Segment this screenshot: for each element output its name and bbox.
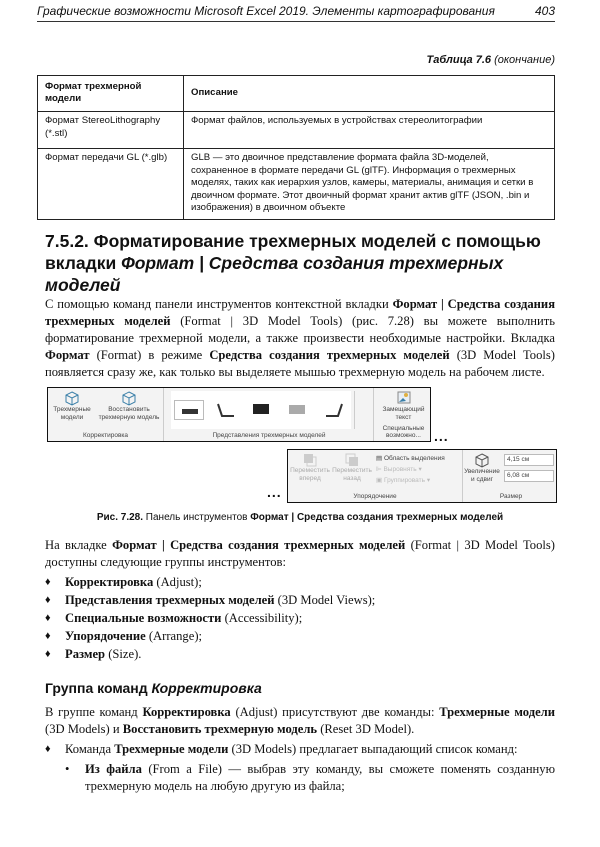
view-thumbnail[interactable] (174, 400, 204, 420)
label: Область выделения (383, 455, 445, 462)
text-bold: Средства создания трехмерных моделей (209, 348, 450, 362)
table-cell: Формат StereoLithography (*.stl) (38, 112, 184, 149)
text-bold: Специальные возможности (65, 611, 222, 625)
text-bold: Трехмерные модели (114, 742, 229, 756)
height-value: 4,15 см (507, 456, 530, 463)
bring-forward-button[interactable] (290, 453, 330, 483)
table-note: (окончание) (494, 54, 555, 66)
page-number: 403 (534, 4, 555, 18)
list-item (45, 627, 555, 645)
text: Группа команд (45, 680, 152, 696)
width-value: 6,08 см (507, 472, 530, 479)
list-item (45, 573, 555, 591)
text: В группе команд (45, 705, 143, 719)
text-bold: Из файла (85, 762, 142, 776)
section-title: 7.5.2. Форматирование трехмерных моделей с помощью вкладки (45, 231, 541, 273)
label: Замещающий текст (382, 406, 425, 421)
table-row (38, 149, 555, 220)
label: Переместить вперед (290, 467, 330, 482)
selection-pane-button[interactable]: ▤ Область выделения (376, 455, 445, 462)
alt-text-button[interactable] (375, 391, 432, 422)
table-cell: Формат передачи GL (*.glb) (38, 149, 184, 220)
alt-text-icon (396, 391, 412, 406)
text: (Arrange); (145, 629, 203, 643)
text-italic: Корректировка (151, 680, 262, 696)
text: На вкладке (45, 538, 113, 552)
view-thumbnail[interactable] (210, 400, 240, 420)
subheading (45, 680, 262, 696)
text-bold: Корректировка (65, 575, 154, 589)
text-bold: Восстановить трехмерную модель (122, 722, 318, 736)
groups-list (45, 573, 555, 663)
list-item (45, 740, 555, 758)
header-cell: Формат трехмерной модели (38, 76, 184, 112)
bring-forward-icon (303, 453, 317, 467)
3d-models-button[interactable] (50, 391, 94, 422)
text: Команда (65, 742, 115, 756)
group-button[interactable]: ▣ Группировать ▾ (376, 477, 431, 484)
align-button[interactable]: ⊫ Выровнять ▾ (376, 466, 422, 473)
table-cell: GLB — это двоичное представление формата файла 3D-моделей, сохраненное в формате передачи GL (glTF). Информация о трехмерных моделях, таких как иерархия узлов, камеры, материалы, анимация и сетки в двоичном формате. Этот двоичный формат хранит актив glTF (JSON, .bin и изображения) в двоичном объекте (184, 149, 555, 220)
view-thumbnail[interactable] (282, 400, 312, 420)
label: Увеличение и сдвиг (464, 468, 500, 483)
label: Восстановить трехмерную модель (98, 406, 160, 421)
text: (Format) в режиме (89, 348, 210, 362)
height-field[interactable] (504, 454, 554, 466)
sub-list-item (65, 761, 555, 795)
text: (3D Model Views); (274, 593, 376, 607)
label: Выровнять (383, 466, 417, 473)
list-item (45, 609, 555, 627)
gallery-scrollbar[interactable] (354, 391, 362, 429)
text: (Adjust); (153, 575, 202, 589)
group-label: Специальные возможно... (382, 425, 425, 439)
list-item (45, 591, 555, 609)
view-thumbnail[interactable] (246, 400, 276, 420)
group-size (464, 450, 558, 502)
text: (3D Models) и (45, 722, 123, 736)
header-title: Графические возможности Microsoft Excel 2019. Элементы картографирования (37, 4, 495, 18)
text: (Format | 3D Model Tools) доступны следующие группы инструментов: (45, 538, 555, 569)
text-bold: Формат | Средства создания трехмерных моделей (112, 538, 406, 552)
text-bold: Формат (45, 348, 90, 362)
reset-cube-icon (122, 391, 136, 406)
header-cell: Описание (184, 76, 555, 112)
running-header (37, 4, 555, 22)
text-bold: Корректировка (142, 705, 231, 719)
label: Переместить назад (332, 467, 372, 482)
group-adjust (48, 388, 164, 441)
text-bold: Упорядочение (65, 629, 146, 643)
text: (Adjust) присутствуют две команды: (230, 705, 440, 719)
label: Группировать (383, 477, 426, 484)
text: (Accessibility); (221, 611, 303, 625)
list-item (45, 645, 555, 663)
figure-caption (0, 512, 600, 523)
text-bold: Представления трехмерных моделей (65, 593, 275, 607)
table-cell: Формат файлов, используемых в устройствах стереолитографии (184, 112, 555, 149)
text-bold: Трехмерные модели (439, 705, 556, 719)
text: Панель инструментов (143, 512, 251, 523)
paragraph (45, 537, 555, 571)
text: (From a File) — выбрав эту команду, вы сможете поменять созданную трехмерную модель на любую другую из файла; (85, 762, 556, 793)
group-label: Размер (499, 493, 523, 500)
view-thumbnail[interactable] (318, 400, 348, 420)
text: (3D Models) предлагает выпадающий список команд: (228, 742, 518, 756)
group-label: Представления трехмерных моделей (212, 432, 326, 439)
commands-list (45, 740, 555, 758)
label: Трехмерные модели (53, 406, 91, 421)
table-row (38, 112, 555, 149)
ellipsis: ... (434, 428, 449, 444)
views-gallery[interactable] (171, 391, 351, 429)
group-arrange (288, 450, 463, 502)
group-accessibility (375, 388, 432, 441)
text-bold: Размер (65, 647, 106, 661)
send-backward-button[interactable] (332, 453, 372, 483)
ribbon-top (47, 387, 431, 442)
cube-icon (65, 391, 79, 406)
table-header-row (38, 76, 555, 112)
table-label: Таблица 7.6 (426, 54, 492, 66)
text: С помощью команд панели инструментов контекстной вкладки (45, 297, 393, 311)
width-field[interactable] (504, 470, 554, 482)
group-label: Корректировка (82, 432, 129, 439)
paragraph (45, 704, 555, 738)
ribbon-bottom (287, 449, 557, 503)
section-title-italic: Формат | Средства создания трехмерных моделей (45, 253, 504, 295)
text-bold: Формат | Средства создания трехмерных моделей (45, 297, 556, 328)
ellipsis: ... (267, 484, 282, 500)
text: (Reset 3D Model). (317, 722, 415, 736)
text: (Size). (105, 647, 142, 661)
paragraph (45, 296, 555, 381)
text: (3D Model Tools) появляется сразу же, как только вы выделяете мышью трехмерную модель на рабочем листе. (45, 348, 555, 379)
formats-table (37, 75, 555, 220)
reset-3d-model-button[interactable] (96, 391, 162, 422)
text-bold: Формат | Средства создания трехмерных моделей (250, 512, 504, 523)
group-label: Упорядочение (353, 493, 397, 500)
text: (Format | 3D Model Tools) (рис. 7.28) вы можете выполнить форматирование трехмерной модели, а также произвести необходимые настройки. Вкладка (45, 314, 555, 345)
pan-zoom-button[interactable] (464, 453, 500, 484)
send-backward-icon (345, 453, 359, 467)
table-caption (427, 54, 555, 66)
group-3d-views (165, 388, 374, 441)
figure-number: Рис. 7.28. (96, 512, 144, 523)
section-heading (45, 230, 555, 296)
pan-zoom-icon (475, 453, 489, 468)
